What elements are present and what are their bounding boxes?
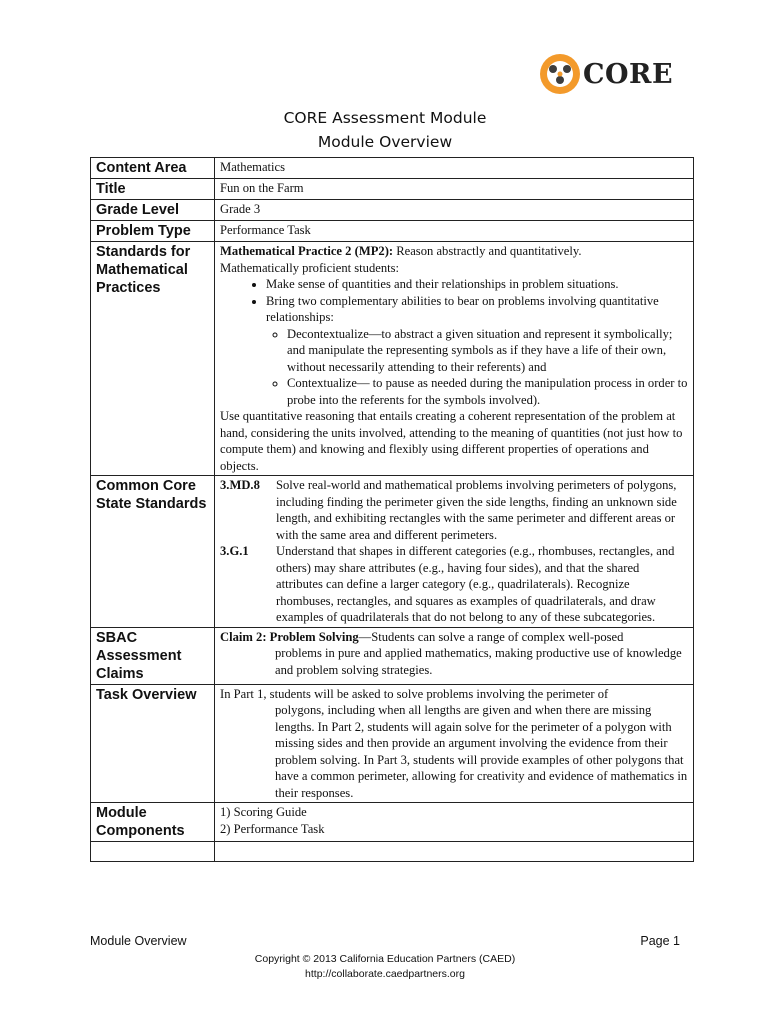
claim-rest: problems in pure and applied mathematics, making productive use of knowledge and problem solving strategies. bbox=[275, 646, 682, 677]
mp-text: Reason abstractly and quantitatively. bbox=[393, 244, 582, 258]
row-value: Grade 3 bbox=[215, 200, 694, 221]
footer-page-number: Page 1 bbox=[640, 934, 680, 948]
row-value: Mathematics bbox=[215, 158, 694, 179]
table-row bbox=[91, 684, 694, 803]
table-row bbox=[91, 242, 694, 476]
table-row bbox=[91, 200, 694, 221]
row-label: Task Overview bbox=[91, 684, 215, 803]
logo-wordmark: CORE bbox=[583, 58, 674, 90]
mp-bullet-list bbox=[220, 276, 689, 408]
claim-heading: Claim 2: Problem Solving bbox=[220, 629, 359, 644]
standard-code: 3.MD.8 bbox=[220, 478, 260, 492]
table-row bbox=[91, 627, 694, 684]
footer-url[interactable]: http://collaborate.caedpartners.org bbox=[305, 968, 465, 980]
core-logo bbox=[539, 52, 673, 96]
footer-module-label: Module Overview bbox=[90, 934, 187, 948]
standard-entry bbox=[220, 543, 689, 626]
standard-code: 3.G.1 bbox=[220, 544, 249, 558]
components-value bbox=[215, 803, 694, 842]
mp-line bbox=[220, 243, 689, 260]
empty-cell bbox=[91, 842, 215, 862]
standard-text: Solve real-world and mathematical problems involving perimeters of polygons, including finding the perimeter given the side lengths, finding an unknown side length, and exhibiting rectangles with the same perimeter and different areas or with the same area and different perimeters. bbox=[276, 478, 677, 542]
list-item bbox=[266, 293, 689, 409]
row-label: Module Components bbox=[91, 803, 215, 842]
table-row bbox=[91, 179, 694, 200]
table-row bbox=[91, 803, 694, 842]
row-label: Grade Level bbox=[91, 200, 215, 221]
row-label: Content Area bbox=[91, 158, 215, 179]
table-row-empty bbox=[91, 842, 694, 862]
row-label: Title bbox=[91, 179, 215, 200]
mp-intro: Mathematically proficient students: bbox=[220, 260, 400, 275]
core-people-circle-icon bbox=[539, 53, 581, 95]
table-row bbox=[91, 221, 694, 242]
mp-closing: Use quantitative reasoning that entails creating a coherent representation of the problem at hand, considering the units involved, attending to the meaning of quantities (not just how to compute them) and knowing and flexibly using different properties of operations and objects. bbox=[220, 409, 683, 473]
list-item: • Make sense of quantities and their relationships in problem situations. bbox=[266, 276, 689, 293]
standards-practices-value bbox=[215, 242, 694, 476]
sbac-value bbox=[215, 627, 694, 684]
claim-first-line bbox=[220, 629, 689, 646]
footer-copyright: Copyright © 2013 California Education Partners (CAED) bbox=[254, 953, 516, 965]
empty-cell bbox=[215, 842, 694, 862]
standard-text: Understand that shapes in different categories (e.g., rhombuses, rectangles, and others) may share attributes (e.g., having four sides), and that the shared attributes can define a larger category (e.g., quadrilaterals). Recognize rhombuses, rectangles, and squares as examples of quadrilaterals, and draw examples of quadrilaterals that do not belong to any of these subcategories. bbox=[276, 544, 675, 624]
task-rest: polygons, including when all lengths are given and when there are missing lengths. In Part 2, students will again solve for the perimeter of a polygon with missing sides and then provide an argument involving the evidence from their problem solving. In Part 3, students will provide examples of other polygons that have a common perimeter, allowing for creativity and evidence of mathematics in their responses. bbox=[275, 703, 688, 800]
ccss-value bbox=[215, 476, 694, 628]
row-value: Performance Task bbox=[215, 221, 694, 242]
task-first-line: In Part 1, students will be asked to solve problems involving the perimeter of bbox=[220, 686, 609, 701]
row-label: Common Core State Standards bbox=[91, 476, 215, 628]
document-title: CORE Assessment Module bbox=[283, 109, 487, 127]
document-subtitle: Module Overview bbox=[317, 133, 453, 151]
sub-list-item: ◦ Decontextualize—to abstract a given situation and represent it symbolically; and manipulate the representing symbols as if they have a life of their own, without necessarily attending to their referents) and bbox=[287, 326, 689, 376]
task-overview-value bbox=[215, 684, 694, 803]
row-label: SBAC Assessment Claims bbox=[91, 627, 215, 684]
table-row bbox=[91, 158, 694, 179]
sub-list-item: ◦ Contextualize— to pause as needed during the manipulation process in order to probe into the referents for the symbols involved). bbox=[287, 375, 689, 408]
row-label: Standards for Mathematical Practices bbox=[91, 242, 215, 476]
row-value: Fun on the Farm bbox=[215, 179, 694, 200]
component-item: 2) Performance Task bbox=[220, 821, 325, 836]
row-label: Problem Type bbox=[91, 221, 215, 242]
standard-entry bbox=[220, 477, 689, 543]
mp-heading: Mathematical Practice 2 (MP2): bbox=[220, 244, 394, 258]
claim-first: —Students can solve a range of complex well-posed bbox=[358, 629, 624, 644]
list-item-text: Bring two complementary abilities to bear on problems involving quantitative relationships: bbox=[266, 293, 659, 324]
module-overview-table bbox=[90, 157, 694, 862]
table-row bbox=[91, 476, 694, 628]
component-item: 1) Scoring Guide bbox=[220, 805, 307, 819]
mp-sub-list bbox=[266, 326, 689, 409]
